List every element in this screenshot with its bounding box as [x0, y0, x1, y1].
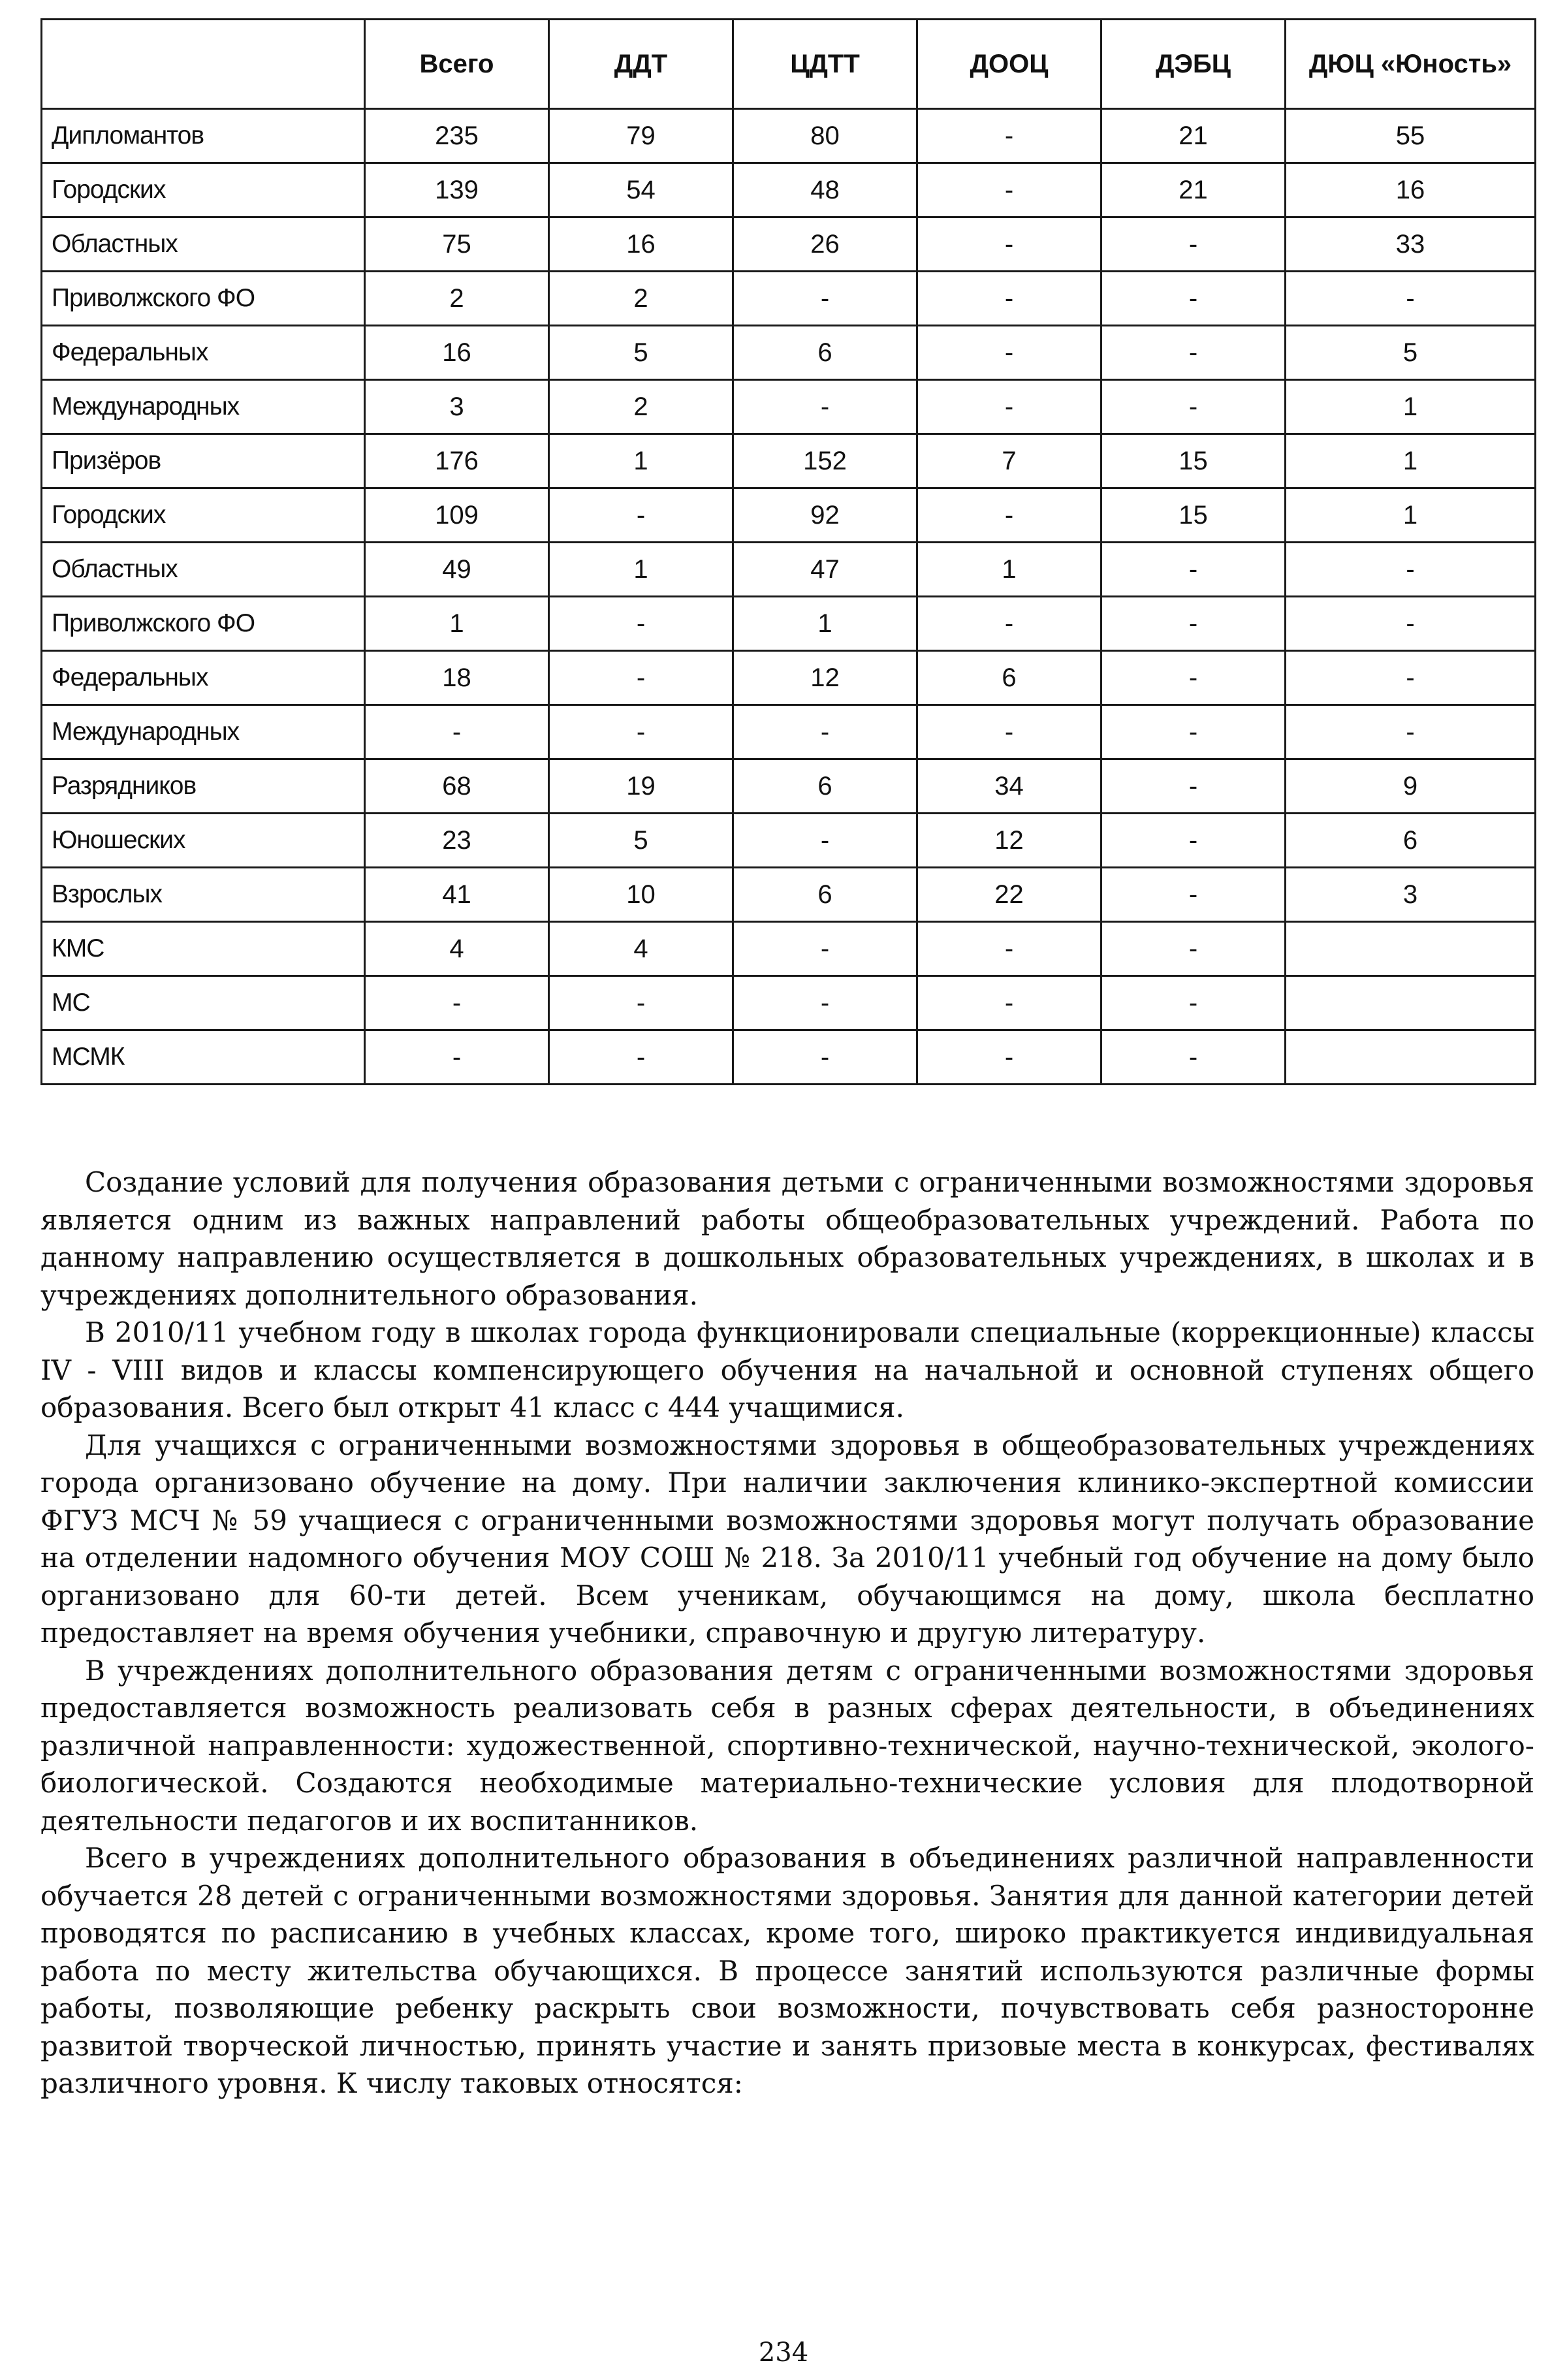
row-label: Приволжского ФО	[42, 597, 365, 651]
table-cell: 9	[1286, 759, 1536, 814]
table-cell: -	[549, 976, 733, 1030]
page-number: 234	[758, 2338, 809, 2368]
table-cell: -	[733, 976, 917, 1030]
table-cell: -	[917, 597, 1101, 651]
table-cell: -	[733, 1030, 917, 1085]
table-cell: 3	[1286, 868, 1536, 922]
table-cell: -	[733, 922, 917, 976]
table-cell: 54	[549, 163, 733, 217]
table-cell: -	[917, 922, 1101, 976]
row-label: Призёров	[42, 434, 365, 488]
table-cell: 33	[1286, 217, 1536, 272]
row-label: Областных	[42, 217, 365, 272]
table-cell: -	[1101, 976, 1286, 1030]
table-cell: 4	[549, 922, 733, 976]
row-label: Взрослых	[42, 868, 365, 922]
table-cell: 6	[733, 326, 917, 380]
table-cell: 92	[733, 488, 917, 543]
table-cell: -	[1101, 217, 1286, 272]
table-row	[42, 217, 1536, 272]
table-row	[42, 597, 1536, 651]
table-cell: 41	[365, 868, 549, 922]
table-cell: 34	[917, 759, 1101, 814]
table-cell: 80	[733, 109, 917, 163]
table-cell: 16	[365, 326, 549, 380]
paragraph: Для учащихся с ограниченными возможностями здоровья в общеобразовательных учреждениях города организовано обучение на дому. При наличии заключения клинико-экспертной комиссии ФГУЗ МСЧ № 59 учащиеся с ограниченными возможностями здоровья могут получать образование на отделении надомного обучения МОУ СОШ № 218. За 2010/11 учебный год обучение на дому было организовано для 60-ти детей. Всем ученикам, обучающимся на дому, школа бесплатно предоставляет на время обучения учебники, справочную и другую литературу.	[40, 1429, 1534, 1649]
table-cell: -	[1101, 543, 1286, 597]
table-row	[42, 1030, 1536, 1085]
table-cell: -	[1101, 814, 1286, 868]
paragraph: В учреждениях дополнительного образования детям с ограниченными возможностями здоровья предоставляется возможность реализовать себя в разных сферах деятельности, в объединениях различной направленности: художественной, спортивно-технической, научно-технической, эколого-биологической. Создаются необходимые материально-технические условия для плодотворной деятельности педагогов и их воспитанников.	[40, 1654, 1534, 1837]
table-cell: 15	[1101, 434, 1286, 488]
table-cell: 1	[365, 597, 549, 651]
table-cell: -	[1101, 651, 1286, 705]
table-row	[42, 109, 1536, 163]
row-label: Международных	[42, 705, 365, 759]
table-cell: -	[549, 488, 733, 543]
table-cell: 19	[549, 759, 733, 814]
row-label: Разрядников	[42, 759, 365, 814]
table-cell: 6	[733, 868, 917, 922]
awards-table	[40, 18, 1536, 1085]
table-cell: 68	[365, 759, 549, 814]
table-cell: 47	[733, 543, 917, 597]
table-cell: -	[1101, 1030, 1286, 1085]
table-cell: 152	[733, 434, 917, 488]
row-label: Федеральных	[42, 326, 365, 380]
table-cell: -	[365, 705, 549, 759]
table-row	[42, 326, 1536, 380]
table-row	[42, 272, 1536, 326]
table-row	[42, 922, 1536, 976]
table-row	[42, 759, 1536, 814]
table-header-row	[42, 20, 1536, 109]
table-cell: -	[549, 1030, 733, 1085]
row-label: Юношеских	[42, 814, 365, 868]
table-cell: -	[917, 1030, 1101, 1085]
table-cell: 16	[549, 217, 733, 272]
table-cell: -	[1101, 705, 1286, 759]
table-cell: -	[1286, 597, 1536, 651]
table-cell: 55	[1286, 109, 1536, 163]
table-row	[42, 434, 1536, 488]
table-cell: -	[1101, 759, 1286, 814]
table-cell	[1286, 1030, 1536, 1085]
table-cell: -	[549, 597, 733, 651]
table-cell: 5	[549, 814, 733, 868]
table-row	[42, 380, 1536, 434]
table-cell: 235	[365, 109, 549, 163]
table-cell: 1	[1286, 488, 1536, 543]
table-cell: 10	[549, 868, 733, 922]
table-cell: 1	[1286, 380, 1536, 434]
row-label: Городских	[42, 488, 365, 543]
table-cell: 2	[365, 272, 549, 326]
table-row	[42, 163, 1536, 217]
table-cell: -	[549, 651, 733, 705]
table-cell: 48	[733, 163, 917, 217]
column-header: Всего	[365, 20, 549, 109]
table-cell: 75	[365, 217, 549, 272]
column-header: ДООЦ	[917, 20, 1101, 109]
row-label: Приволжского ФО	[42, 272, 365, 326]
table-cell: -	[1101, 326, 1286, 380]
table-cell: -	[917, 326, 1101, 380]
table-cell: -	[917, 163, 1101, 217]
table-cell: -	[1286, 543, 1536, 597]
table-cell: -	[365, 976, 549, 1030]
table-cell: -	[917, 976, 1101, 1030]
row-label: МСМК	[42, 1030, 365, 1085]
row-label: Областных	[42, 543, 365, 597]
row-label: Федеральных	[42, 651, 365, 705]
table-cell: -	[365, 1030, 549, 1085]
row-label: Международных	[42, 380, 365, 434]
table-cell: -	[1101, 922, 1286, 976]
table-row	[42, 488, 1536, 543]
table-cell: -	[733, 705, 917, 759]
table-cell: -	[917, 272, 1101, 326]
table-cell: -	[1286, 651, 1536, 705]
table-row	[42, 976, 1536, 1030]
table-cell: 21	[1101, 163, 1286, 217]
table-row	[42, 814, 1536, 868]
table-cell: -	[917, 380, 1101, 434]
table-cell: -	[917, 217, 1101, 272]
table-cell: 1	[1286, 434, 1536, 488]
table-row	[42, 543, 1536, 597]
table-cell: 12	[917, 814, 1101, 868]
table-cell: -	[549, 705, 733, 759]
table-cell	[1286, 922, 1536, 976]
table-cell: 3	[365, 380, 549, 434]
table-cell: 23	[365, 814, 549, 868]
table-cell: 1	[917, 543, 1101, 597]
table-cell: -	[1101, 380, 1286, 434]
table-cell: 2	[549, 380, 733, 434]
body-text	[40, 1164, 1534, 2102]
table-cell: 12	[733, 651, 917, 705]
row-label: Дипломантов	[42, 109, 365, 163]
table-cell: -	[733, 380, 917, 434]
table-cell: -	[917, 109, 1101, 163]
table-cell: 7	[917, 434, 1101, 488]
table-cell: 6	[917, 651, 1101, 705]
table-cell: 109	[365, 488, 549, 543]
table-cell: 2	[549, 272, 733, 326]
table-cell: -	[1101, 272, 1286, 326]
column-header: ЦДТТ	[733, 20, 917, 109]
paragraph: Создание условий для получения образования детьми с ограниченными возможностями здоровья является одним из важных направлений работы общеобразовательных учреждений. Работа по данному направлению осуществляется в дошкольных образовательных учреждениях, в школах и в учреждениях дополнительного образования.	[40, 1166, 1534, 1311]
table-cell: 5	[1286, 326, 1536, 380]
table-cell: 139	[365, 163, 549, 217]
paragraph: В 2010/11 учебном году в школах города функционировали специальные (коррекционные) классы IV - VIII видов и классы компенсирующего обучения на начальной и основной ступенях общего образования. Всего был открыт 41 класс с 444 учащимися.	[40, 1316, 1534, 1423]
table-cell: 79	[549, 109, 733, 163]
table-cell: 6	[1286, 814, 1536, 868]
table-cell: 1	[549, 434, 733, 488]
table-cell: 26	[733, 217, 917, 272]
row-label: МС	[42, 976, 365, 1030]
table-row	[42, 705, 1536, 759]
table-cell: 176	[365, 434, 549, 488]
table-cell: -	[1286, 272, 1536, 326]
table-cell: 49	[365, 543, 549, 597]
table-cell: 4	[365, 922, 549, 976]
table-cell: 22	[917, 868, 1101, 922]
table-cell: 16	[1286, 163, 1536, 217]
table-cell: 1	[549, 543, 733, 597]
table-cell: -	[917, 705, 1101, 759]
table-row	[42, 868, 1536, 922]
table-cell: -	[733, 272, 917, 326]
paragraph: Всего в учреждениях дополнительного образования в объединениях различной направленности обучается 28 детей с ограниченными возможностями здоровья. Занятия для данной категории детей проводятся по расписанию в учебных классах, кроме того, широко практикуется индивидуальная работа по месту жительства обучающихся. В процессе занятий используются различные формы работы, позволяющие ребенку раскрыть свои возможности, почувствовать себя разносторонне развитой творческой личностью, принять участие и занять призовые места в конкурсах, фестивалях различного уровня. К числу таковых относятся:	[40, 1842, 1534, 2099]
table-cell: 18	[365, 651, 549, 705]
table-cell: 6	[733, 759, 917, 814]
table-cell: -	[1101, 868, 1286, 922]
column-header: ДДТ	[549, 20, 733, 109]
table-cell: -	[1286, 705, 1536, 759]
table-body	[42, 109, 1536, 1085]
table-cell: -	[733, 814, 917, 868]
table-cell: 21	[1101, 109, 1286, 163]
header-corner-cell	[42, 20, 365, 109]
table-cell: 15	[1101, 488, 1286, 543]
table-cell: -	[1101, 597, 1286, 651]
table-cell: 5	[549, 326, 733, 380]
table-row	[42, 651, 1536, 705]
row-label: Городских	[42, 163, 365, 217]
column-header: ДЮЦ «Юность»	[1286, 20, 1536, 109]
table-cell: -	[917, 488, 1101, 543]
column-header: ДЭБЦ	[1101, 20, 1286, 109]
table-cell: 1	[733, 597, 917, 651]
table-cell	[1286, 976, 1536, 1030]
row-label: КМС	[42, 922, 365, 976]
